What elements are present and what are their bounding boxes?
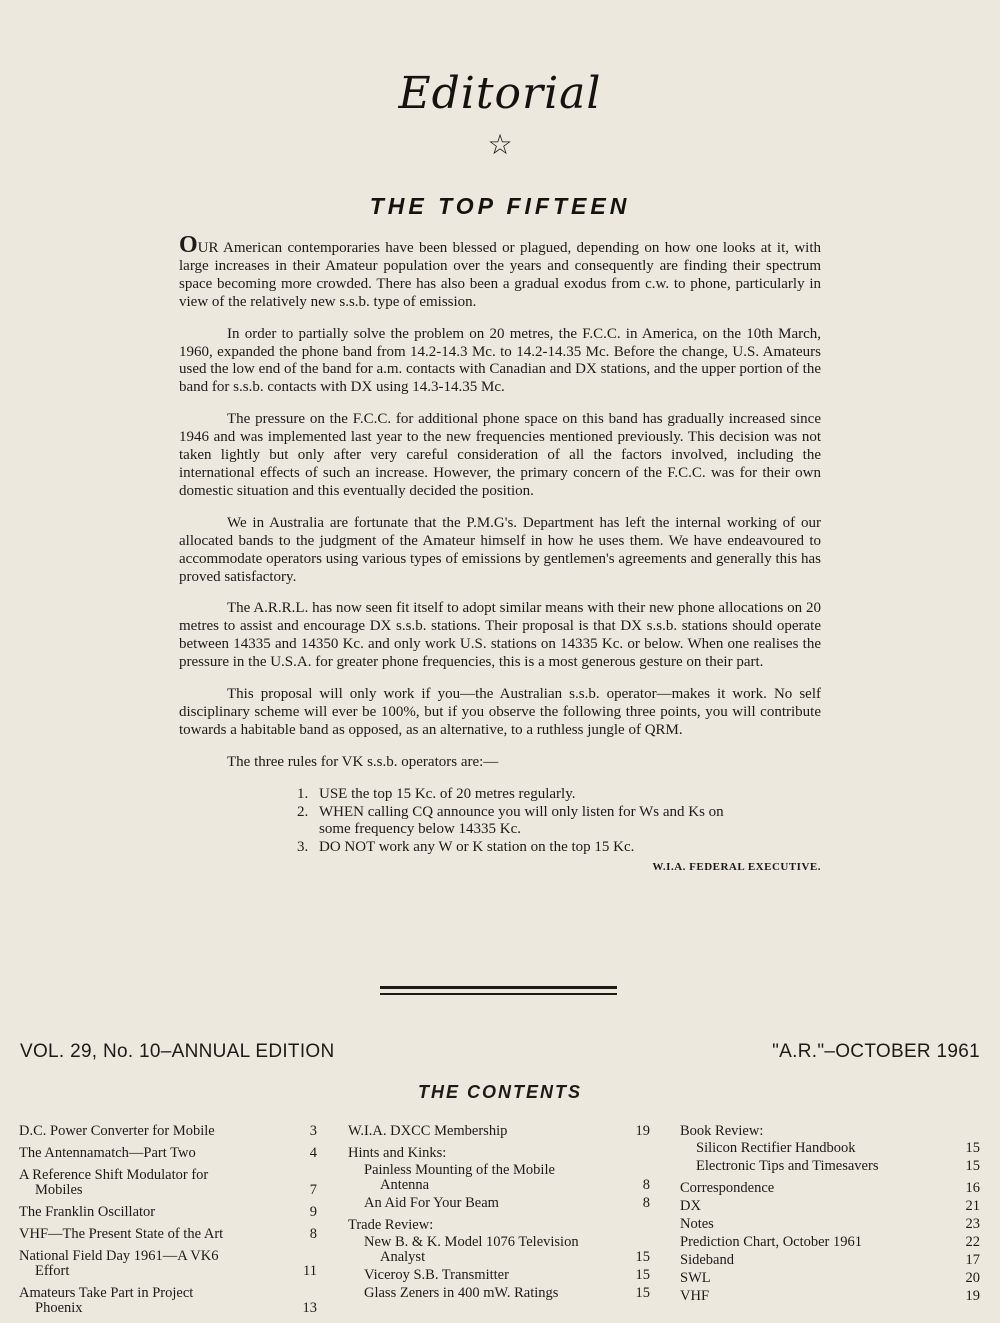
contents-entry: New B. & K. Model 1076 Television Analyst 15 (364, 1234, 650, 1265)
contents-column-2 (348, 1124, 650, 1304)
contents-entry: Amateurs Take Part in Project Phoenix 13 (19, 1285, 317, 1316)
contents-column-3 (680, 1124, 980, 1307)
issue-date: "A.R."–OCTOBER 1961 (772, 1041, 980, 1062)
contents-entry: Prediction Chart, October 1961 22 (680, 1234, 980, 1250)
contents-entry: Correspondence 16 (680, 1180, 980, 1196)
contents-entry: Notes 23 (680, 1216, 980, 1232)
divider-rule-thin (380, 993, 617, 995)
rule-item: 1. USE the top 15 Kc. of 20 metres regularly. (297, 785, 576, 802)
contents-entry: Silicon Rectifier Handbook 15 (696, 1140, 980, 1156)
contents-entry: The Antennamatch—Part Two 4 (19, 1145, 317, 1161)
contents-entry: Glass Zeners in 400 mW. Ratings 15 (364, 1285, 650, 1301)
paragraph-3: The pressure on the F.C.C. for additional phone space on this band has gradually increased since 1946 and was implemented last year to the new frequencies mentioned previously. This decision was not taken lightly but only after very careful consideration of all the factors involved, including the international effects of such an increase. However, the primary concern of the F.C.C. was for their own domestic situation and this eventually decided the position. (179, 411, 821, 499)
divider-rule (380, 986, 617, 989)
star-icon: ☆ (487, 130, 513, 161)
rule-item: 2. WHEN calling CQ announce you will only listen for Ws and Ks on some frequency below 14335 Kc. (297, 803, 724, 838)
contents-section-heading: Trade Review: (348, 1217, 434, 1233)
rule-item: 3. DO NOT work any W or K station on the top 15 Kc. (297, 839, 635, 856)
rules-intro: The three rules for VK s.s.b. operators are:— (227, 753, 499, 770)
contents-entry: VHF—The Present State of the Art 8 (19, 1226, 317, 1242)
contents-entry: Electronic Tips and Timesavers 15 (696, 1158, 980, 1174)
issue-volume: VOL. 29, No. 10–ANNUAL EDITION (20, 1041, 335, 1062)
contents-section-heading: Hints and Kinks: (348, 1145, 447, 1161)
editorial-headline: THE TOP FIFTEEN (369, 193, 631, 219)
contents-title: THE CONTENTS (417, 1082, 582, 1102)
contents-entry: SWL 20 (680, 1270, 980, 1286)
contents-column-1 (19, 1124, 317, 1323)
contents-entry: National Field Day 1961—A VK6 Effort 11 (19, 1248, 317, 1279)
contents-entry: DX 21 (680, 1198, 980, 1214)
contents-entry: Painless Mounting of the Mobile Antenna 8 (364, 1162, 650, 1193)
editorial-body (179, 232, 821, 877)
paragraph-4: We in Australia are fortunate that the P.M.G's. Department has left the internal working of our allocated bands to the judgment of the Amateur himself in how he uses them. We have endeavoured to accommodate operators using various types of emissions by gentlemen's agreements and generally this has proved satisfactory. (179, 514, 821, 585)
paragraph-2: In order to partially solve the problem on 20 metres, the F.C.C. in America, on the 10th March, 1960, expanded the phone band from 14.2-14.3 Mc. to 14.2-14.35 Mc. Before the change, U.S. Amateurs used the low end of the band for a.m. contacts with Canadian and DX stations, and the upper portion of the band for s.s.b. contacts with DX using 14.3-14.35 Mc. (179, 325, 821, 396)
contents-entry: Viceroy S.B. Transmitter 15 (364, 1267, 650, 1283)
contents-entry: W.I.A. DXCC Membership 19 (348, 1123, 650, 1139)
contents-entry: The Franklin Oscillator 9 (19, 1204, 317, 1220)
contents-section-heading: Book Review: (680, 1123, 764, 1139)
masthead-editorial: Editorial (398, 68, 602, 119)
contents-entry: Sideband 17 (680, 1252, 980, 1268)
contents-entry: VHF 19 (680, 1288, 980, 1304)
signature: W.I.A. FEDERAL EXECUTIVE. (652, 861, 821, 874)
paragraph-1: OUR American contemporaries have been blessed or plagued, depending on how one looks at it, with large increases in their Amateur population over the years and consequently are finding their spectrum space becoming more crowded. There has also been a gradual exodus from c.w. to phone, particularly in view of the relatively new s.s.b. type of emission. (179, 232, 821, 310)
contents-entry: An Aid For Your Beam 8 (364, 1195, 650, 1211)
contents-entry: A Reference Shift Modulator for Mobiles 7 (19, 1167, 317, 1198)
paragraph-5: The A.R.R.L. has now seen fit itself to adopt similar means with their new phone allocations on 20 metres to assist and encourage DX s.s.b. stations. Their proposal is that DX s.s.b. stations should operate between 14335 and 14350 Kc. and only work U.S. stations on 14335 Kc. or below. When one realises the pressure in the U.S.A. for greater phone frequencies, this is a most generous gesture on their part. (179, 600, 821, 671)
paragraph-6: This proposal will only work if you—the Australian s.s.b. operator—makes it work. No self disciplinary scheme will ever be 100%, but if you observe the following three points, you will contribute towards a habitable band as opposed, as an alternative, to a ruthless jungle of QRM. (179, 686, 821, 738)
contents-entry: D.C. Power Converter for Mobile 3 (19, 1123, 317, 1139)
rules-list (297, 786, 737, 858)
drop-cap: O (179, 232, 198, 258)
